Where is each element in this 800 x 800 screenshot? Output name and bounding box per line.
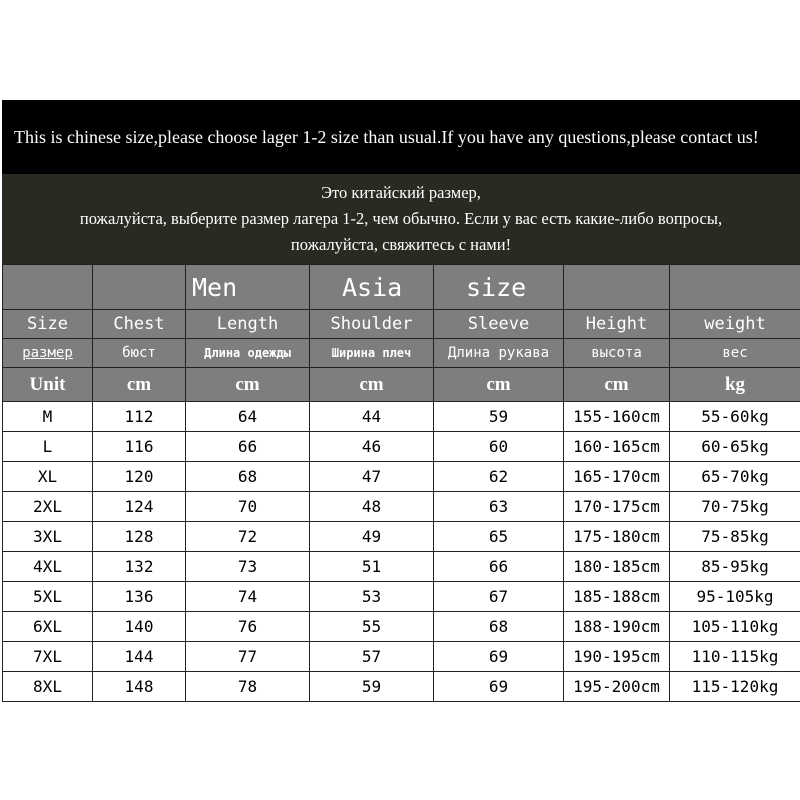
header-ru-sleeve: Длина рукава: [434, 339, 564, 368]
table-cell: 110-115kg: [670, 642, 800, 672]
table-cell: 62: [434, 462, 564, 492]
table-cell: 5XL: [3, 582, 93, 612]
header-shoulder: Shoulder: [310, 310, 434, 339]
unit-cell: cm: [310, 368, 434, 402]
table-cell: 51: [310, 552, 434, 582]
table-cell: 128: [93, 522, 186, 552]
table-cell: 136: [93, 582, 186, 612]
title-cell: [670, 265, 800, 310]
unit-cell: cm: [186, 368, 310, 402]
table-row: [3, 552, 800, 582]
table-cell: 78: [186, 672, 310, 702]
table-cell: 188-190cm: [564, 612, 670, 642]
table-cell: 48: [310, 492, 434, 522]
header-sleeve: Sleeve: [434, 310, 564, 339]
header-ru-weight: вес: [670, 339, 800, 368]
russian-notice-banner: [2, 174, 800, 264]
title-word-size: size: [434, 265, 564, 310]
header-ru-size-text: размер: [22, 345, 73, 361]
russian-notice-line: Это китайский размер,: [321, 183, 481, 202]
table-cell: 63: [434, 492, 564, 522]
table-row: [3, 402, 800, 432]
size-table: [2, 264, 800, 702]
table-cell: 65-70kg: [670, 462, 800, 492]
title-cell: [3, 265, 93, 310]
table-cell: 148: [93, 672, 186, 702]
header-chest: Chest: [93, 310, 186, 339]
table-row: [3, 672, 800, 702]
table-row: [3, 492, 800, 522]
size-table-body: [3, 402, 800, 702]
header-ru-shoulder: Ширина плеч: [310, 339, 434, 368]
table-cell: 44: [310, 402, 434, 432]
table-cell: 55: [310, 612, 434, 642]
table-cell: 115-120kg: [670, 672, 800, 702]
table-cell: 68: [434, 612, 564, 642]
table-cell: 59: [310, 672, 434, 702]
table-cell: M: [3, 402, 93, 432]
table-cell: L: [3, 432, 93, 462]
table-cell: 85-95kg: [670, 552, 800, 582]
table-row: [3, 432, 800, 462]
english-notice-banner: [2, 100, 800, 174]
table-cell: 69: [434, 642, 564, 672]
table-cell: 53: [310, 582, 434, 612]
table-cell: 74: [186, 582, 310, 612]
table-cell: 4XL: [3, 552, 93, 582]
table-cell: 60: [434, 432, 564, 462]
unit-row: [3, 368, 800, 402]
table-cell: 72: [186, 522, 310, 552]
header-size: Size: [3, 310, 93, 339]
table-row: [3, 612, 800, 642]
table-row: [3, 642, 800, 672]
table-cell: 190-195cm: [564, 642, 670, 672]
table-cell: 2XL: [3, 492, 93, 522]
table-cell: 75-85kg: [670, 522, 800, 552]
table-cell: 105-110kg: [670, 612, 800, 642]
header-ru-size: [3, 339, 93, 368]
table-cell: 144: [93, 642, 186, 672]
table-cell: 70-75kg: [670, 492, 800, 522]
table-cell: 69: [434, 672, 564, 702]
table-cell: 140: [93, 612, 186, 642]
english-notice-text: This is chinese size,please choose lager 1-2 size than usual.If you have any questions,please contact us!: [14, 126, 759, 147]
table-cell: 6XL: [3, 612, 93, 642]
table-cell: 55-60kg: [670, 402, 800, 432]
header-ru-length: Длина одежды: [186, 339, 310, 368]
table-title-row: [3, 265, 800, 310]
table-row: [3, 462, 800, 492]
unit-cell: cm: [93, 368, 186, 402]
title-cell: [93, 265, 186, 310]
title-cell: [564, 265, 670, 310]
header-height: Height: [564, 310, 670, 339]
table-cell: 46: [310, 432, 434, 462]
table-cell: 77: [186, 642, 310, 672]
size-chart: [2, 100, 800, 702]
table-cell: 165-170cm: [564, 462, 670, 492]
table-cell: 73: [186, 552, 310, 582]
table-cell: 60-65kg: [670, 432, 800, 462]
table-cell: 112: [93, 402, 186, 432]
table-cell: XL: [3, 462, 93, 492]
table-cell: 70: [186, 492, 310, 522]
title-word-men: Men: [186, 265, 310, 310]
table-cell: 170-175cm: [564, 492, 670, 522]
table-cell: 49: [310, 522, 434, 552]
table-cell: 180-185cm: [564, 552, 670, 582]
header-row-english: [3, 310, 800, 339]
header-ru-chest: бюст: [93, 339, 186, 368]
table-row: [3, 582, 800, 612]
table-cell: 155-160cm: [564, 402, 670, 432]
header-row-russian: [3, 339, 800, 368]
unit-cell: kg: [670, 368, 800, 402]
table-cell: 132: [93, 552, 186, 582]
table-cell: 195-200cm: [564, 672, 670, 702]
header-weight: weight: [670, 310, 800, 339]
table-cell: 160-165cm: [564, 432, 670, 462]
russian-notice-line: пожалуйста, свяжитесь с нами!: [290, 235, 512, 254]
table-row: [3, 522, 800, 552]
table-cell: 8XL: [3, 672, 93, 702]
table-cell: 185-188cm: [564, 582, 670, 612]
table-cell: 66: [186, 432, 310, 462]
unit-cell: cm: [564, 368, 670, 402]
unit-label: Unit: [3, 368, 93, 402]
table-cell: 47: [310, 462, 434, 492]
table-cell: 68: [186, 462, 310, 492]
table-cell: 95-105kg: [670, 582, 800, 612]
table-cell: 175-180cm: [564, 522, 670, 552]
table-cell: 7XL: [3, 642, 93, 672]
table-cell: 3XL: [3, 522, 93, 552]
unit-cell: cm: [434, 368, 564, 402]
header-ru-height: высота: [564, 339, 670, 368]
table-cell: 116: [93, 432, 186, 462]
table-cell: 120: [93, 462, 186, 492]
table-cell: 76: [186, 612, 310, 642]
table-cell: 59: [434, 402, 564, 432]
table-cell: 67: [434, 582, 564, 612]
table-cell: 57: [310, 642, 434, 672]
table-cell: 65: [434, 522, 564, 552]
title-word-asia: Asia: [310, 265, 434, 310]
table-cell: 64: [186, 402, 310, 432]
russian-notice-line: пожалуйста, выберите размер лагера 1-2, чем обычно. Если у вас есть какие-либо вопросы,: [79, 209, 723, 228]
table-cell: 66: [434, 552, 564, 582]
table-cell: 124: [93, 492, 186, 522]
header-length: Length: [186, 310, 310, 339]
